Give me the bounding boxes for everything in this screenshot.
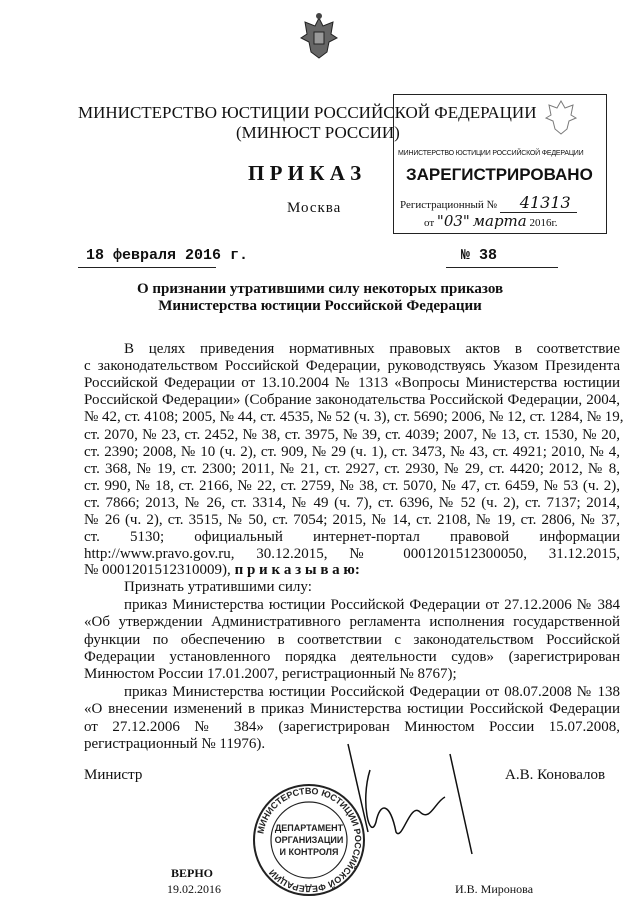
department-seal <box>252 783 366 897</box>
body-line: ст. 2390; 2008, № 10 (ч. 2), ст. 909, № 29 (ч. 1), ст. 3473, № 43, ст. 4921; 2010, № 4, <box>84 443 620 460</box>
signer-name: А.В. Коновалов <box>505 767 606 783</box>
decree-word: п р и к а з ы в а ю: <box>234 562 360 578</box>
stamp-date-day: "03" <box>436 212 470 230</box>
stamp-status: ЗАРЕГИСТРИРОВАНО <box>406 165 593 184</box>
stamp-reg-row <box>400 193 577 212</box>
stamp-date-prefix: от <box>424 217 435 229</box>
order-date: 18 февраля 2016 г. <box>86 247 249 264</box>
body-line: В целях приведения нормативных правовых актов в соответствие <box>124 341 620 357</box>
body-line: Российской Федерации от 13.10.2004 № 1313 «Вопросы Министерства юстиции <box>84 375 620 392</box>
coat-of-arms-icon <box>297 12 341 62</box>
stamp-date-row <box>424 212 558 230</box>
body-line: № 42, ст. 4108; 2005, № 44, ст. 4535, № 52 (ч. 3), ст. 5690; 2006, № 12, ст. 1284, № 19, <box>84 409 624 426</box>
body-line: Федерации установленного порядка деятельности судов» (зарегистрирован <box>84 648 620 665</box>
body-line: приказ Министерства юстиции Российской Федерации от 27.12.2006 № 384 <box>124 597 620 614</box>
stamp-reg-number: 41313 <box>500 193 577 213</box>
seal-line-2: ОРГАНИЗАЦИИ <box>274 835 344 845</box>
ministry-name: МИНИСТЕРСТВО ЮСТИЦИИ РОССИЙСКОЙ ФЕДЕРАЦИИ <box>78 103 537 122</box>
certification-label: ВЕРНО <box>171 866 214 880</box>
body-line: «Об утверждении Административного регламента исполнения государственной <box>84 614 620 631</box>
emblem-icon <box>544 97 578 137</box>
body-line: ст. 2070, № 23, ст. 2452, № 38, ст. 3975, № 39, ст. 4039; 2007, № 13, ст. 1530, № 20, <box>84 426 620 443</box>
seal-line-3: И КОНТРОЛЯ <box>279 847 339 857</box>
body-line: с законодательством Российской Федерации, руководствуясь Указом Президента <box>84 358 620 375</box>
certifier-name: И.В. Миронова <box>455 882 534 896</box>
decree-line-start: № 0001201512310009), <box>84 562 235 578</box>
number-underline <box>446 267 558 268</box>
stamp-date-month: марта <box>472 212 527 230</box>
body-line: функции по обеспечению в соответствии с законодательством Российской <box>84 631 620 648</box>
order-number: № 38 <box>461 247 498 264</box>
body-line: ст. 990, № 18, ст. 2166, № 22, ст. 2759, № 38, ст. 5070, № 47, ст. 6459, № 53 (ч. 2), <box>84 477 620 494</box>
signer-position: Министр <box>84 767 143 783</box>
body-line: «О внесении изменений в приказ Министерства юстиции Российской Федерации <box>84 701 620 718</box>
body-line: регистрационный № 11976). <box>84 735 266 752</box>
stamp-date-year: 2016г. <box>529 217 558 229</box>
body-line: ст. 368, № 19, ст. 2300; 2011, № 21, ст. 2927, ст. 2930, № 29, ст. 4420; 2012, № 8, <box>84 460 620 477</box>
order-title-line1: О признании утратившими силу некоторых приказов <box>136 281 504 297</box>
order-title-line2: Министерства юстиции Российской Федерации <box>158 298 482 314</box>
city: Москва <box>287 200 342 216</box>
body-line: Минюстом России 17.01.2007, регистрационный № 8767); <box>84 666 457 682</box>
body-line: http://www.pravo.gov.ru, 30.12.2015, № 0001201512300050, 31.12.2015, <box>84 546 620 563</box>
date-underline <box>78 267 216 268</box>
document-type: П Р И К А З <box>248 161 362 185</box>
seal-line-1: ДЕПАРТАМЕНТ <box>274 823 344 833</box>
stamp-org: МИНИСТЕРСТВО ЮСТИЦИИ РОССИЙСКОЙ ФЕДЕРАЦИИ <box>398 150 584 157</box>
decree-line <box>84 562 620 579</box>
body-line: ст. 5130; официальный интернет-портал правовой информации <box>84 529 620 546</box>
stamp-reg-label: Регистрационный № <box>400 199 498 211</box>
body-line: от 27.12.2006 № 384» (зарегистрирован Минюстом России 15.07.2008, <box>84 718 620 735</box>
ministry-short-name: (МИНЮСТ РОССИИ) <box>236 123 400 142</box>
body-line: Признать утратившими силу: <box>124 579 312 595</box>
body-line: приказ Министерства юстиции Российской Федерации от 08.07.2008 № 138 <box>124 684 620 701</box>
body-line: Российской Федерации» (Собрание законодательства Российской Федерации, 2004, <box>84 392 620 409</box>
certification-date: 19.02.2016 <box>167 882 221 896</box>
body-line: ст. 7866; 2013, № 26, ст. 3314, № 49 (ч. 7), ст. 6396, № 52 (ч. 2), ст. 7137; 2014, <box>84 494 620 511</box>
body-line: № 26 (ч. 2), ст. 3515, № 50, ст. 7054; 2015, № 14, ст. 2108, № 19, ст. 2806, № 37, <box>84 512 620 528</box>
seal-ring-text: МИНИСТЕРСТВО ЮСТИЦИИ РОССИЙСКОЙ ФЕДЕРАЦИИ <box>255 785 364 895</box>
